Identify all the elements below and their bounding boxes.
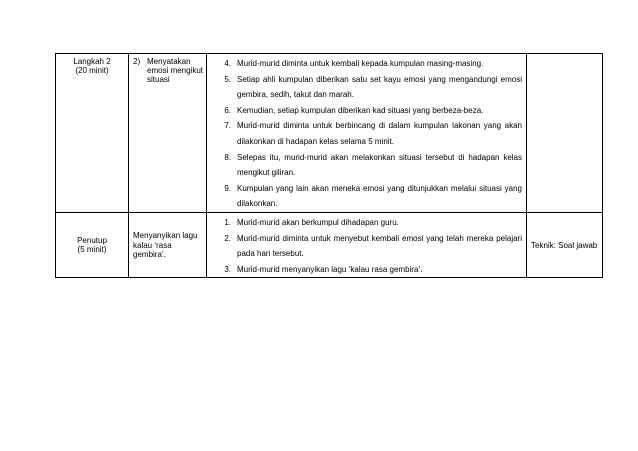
evaluation-cell xyxy=(527,54,603,213)
stage-cell xyxy=(56,212,129,277)
steps-list xyxy=(207,54,526,212)
step-number: 5. xyxy=(224,74,231,84)
activity-title: Menyatakan emosi mengikut situasi xyxy=(147,57,204,85)
stage-cell xyxy=(56,54,129,213)
step-number: 9. xyxy=(224,183,231,193)
steps-list xyxy=(207,213,526,277)
step-text: Murid-murid diminta untuk menyebut kembali emosi yang telah mereka pelajari pada hari tersebut. xyxy=(237,233,522,259)
list-item xyxy=(207,215,522,231)
list-item xyxy=(207,72,522,103)
stage-name: Langkah 2 xyxy=(73,57,111,66)
step-number: 2. xyxy=(224,233,231,243)
step-text: Kemudian, setiap kumpulan diberikan kad situasi yang berbeza-beza. xyxy=(237,105,484,115)
lesson-plan-table xyxy=(55,53,603,278)
activity-title: Menyanyikan lagu kalau ‘rasa gembira’. xyxy=(133,231,198,259)
stage-duration: (5 minit) xyxy=(77,245,107,255)
list-item xyxy=(207,150,522,181)
list-item xyxy=(207,103,522,119)
step-number: 3. xyxy=(224,264,231,274)
table-row-langkah-2 xyxy=(56,54,603,213)
list-item xyxy=(207,181,522,212)
step-text: Murid-murid akan berkumpul dihadapan guru. xyxy=(237,217,399,227)
evaluation-cell xyxy=(527,212,603,277)
list-item xyxy=(207,231,522,262)
table-row-penutup xyxy=(56,212,603,277)
step-text: Murid-murid menyanyikan lagu ‘kalau rasa gembira’. xyxy=(237,264,423,274)
stage-duration: (20 minit) xyxy=(75,66,109,76)
step-text: Kumpulan yang lain akan meneka emosi yang ditunjukkan melalui situasi yang dilakonkan. xyxy=(237,183,522,209)
step-number: 7. xyxy=(224,121,231,131)
stage-name: Penutup xyxy=(77,235,107,245)
activity-cell xyxy=(129,54,207,213)
step-number: 4. xyxy=(224,59,231,68)
list-item xyxy=(207,118,522,149)
step-text: Setiap ahli kumpulan diberikan satu set kayu emosi yang mengandungi emosi gembira, sedih, takut dan marah. xyxy=(237,74,522,100)
step-number: 6. xyxy=(224,105,231,115)
activity-number: 2) xyxy=(133,57,141,66)
step-text: Murid-murid diminta untuk berbincang di dalam kumpulan lakonan yang akan dilakonkan di hadapan kelas selama 5 minit. xyxy=(237,121,522,146)
step-text: Selepas itu, murid-murid akan melakonkan situasi tersebut di hadapan kelas mengikut giliran. xyxy=(237,152,522,178)
step-number: 8. xyxy=(224,152,231,162)
step-text: Murid-murid diminta untuk kembali kepada kumpulan masing-masing. xyxy=(237,59,484,68)
steps-cell xyxy=(207,212,527,277)
list-item xyxy=(207,262,522,278)
list-item xyxy=(207,56,522,72)
evaluation-text: Teknik: Soal jawab xyxy=(531,240,598,250)
step-number: 1. xyxy=(224,217,231,227)
steps-cell xyxy=(207,54,527,213)
activity-cell xyxy=(129,212,207,277)
